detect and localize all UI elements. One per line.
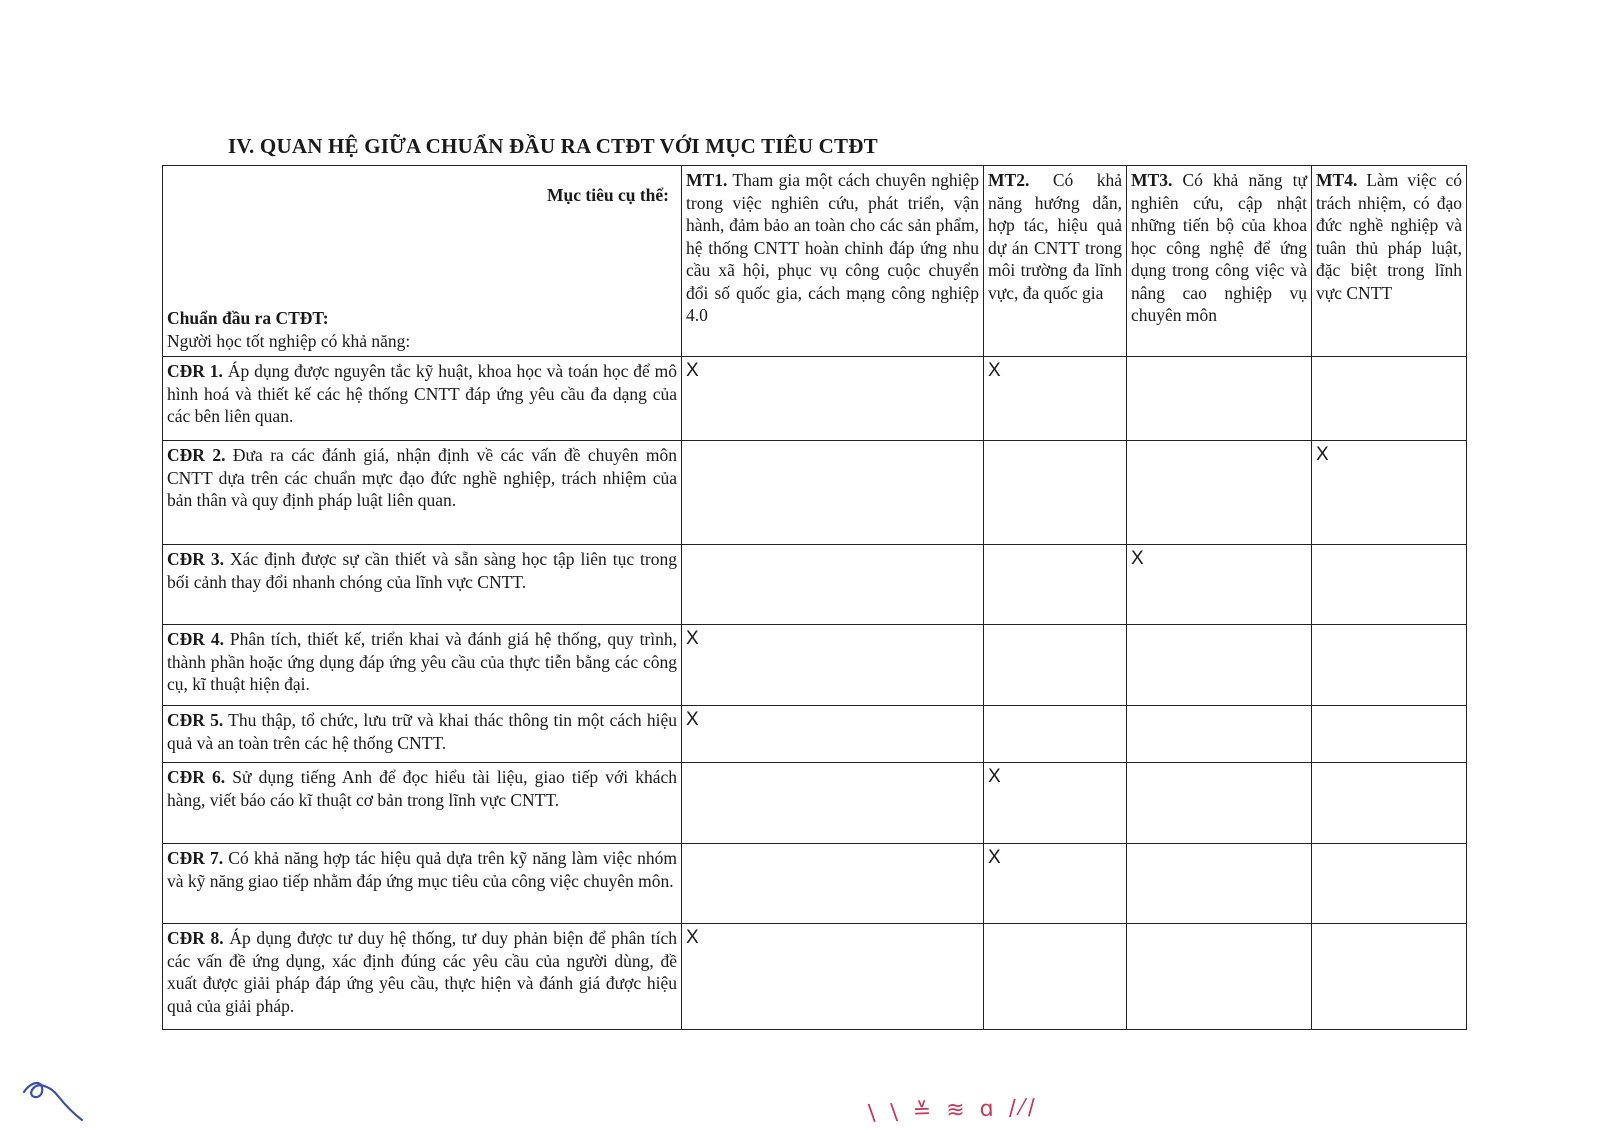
outcomes-label: Chuẩn đầu ra CTĐT: <box>167 308 329 328</box>
outcome-code: CĐR 1. <box>167 361 223 381</box>
mark-cell <box>682 441 984 545</box>
table-row <box>163 844 1467 924</box>
outcome-code: CĐR 5. <box>167 710 224 730</box>
mark-cell <box>1312 545 1467 625</box>
outcome-code: CĐR 6. <box>167 767 226 787</box>
table-row <box>163 924 1467 1030</box>
outcome-code: CĐR 2. <box>167 445 226 465</box>
objectives-label: Mục tiêu cụ thể: <box>547 185 669 205</box>
mark-cell <box>682 844 984 924</box>
table-row <box>163 545 1467 625</box>
outcome-text: Áp dụng được nguyên tắc kỹ huật, khoa học và toán học để mô hình hoá và thiết kế các hệ thống CNTT đáp ứng yêu cầu đa dạng của các bên liên quan. <box>167 361 677 426</box>
mark-cell <box>1127 625 1312 706</box>
outcome-code: CĐR 3. <box>167 549 225 569</box>
mark-cell: X <box>984 357 1127 441</box>
outcome-text: Sử dụng tiếng Anh để đọc hiểu tài liệu, giao tiếp với khách hàng, viết báo cáo kĩ thuật cơ bản trong lĩnh vực CNTT. <box>167 767 677 810</box>
mark-cell: X <box>984 763 1127 844</box>
column-text: Làm việc có trách nhiệm, có đạo đức nghề nghiệp và tuân thủ pháp luật, đặc biệt trong lĩnh vực CNTT <box>1316 170 1463 303</box>
outcomes-label-block <box>167 307 410 352</box>
mark-cell: X <box>1127 545 1312 625</box>
mark-cell: X <box>682 706 984 763</box>
mark-cell <box>682 545 984 625</box>
mark-cell <box>984 441 1127 545</box>
mark-cell <box>1127 706 1312 763</box>
header-corner-cell <box>163 166 682 357</box>
page-title: IV. QUAN HỆ GIỮA CHUẨN ĐẦU RA CTĐT VỚI MỤC TIÊU CTĐT <box>228 134 878 158</box>
mark-cell <box>682 763 984 844</box>
mark-cell <box>984 625 1127 706</box>
table-row <box>163 625 1467 706</box>
outcome-cell <box>163 844 682 924</box>
column-code: MT4. <box>1316 170 1358 190</box>
mark-cell <box>1127 441 1312 545</box>
mark-cell <box>1312 763 1467 844</box>
outcome-text: Áp dụng được tư duy hệ thống, tư duy phản biện để phân tích các vấn đề ứng dụng, xác định đúng các yêu cầu của người dùng, đề xuất được giải pháp đáp ứng yêu cầu, thực hiện và đánh giá được hiệu quả của giải pháp. <box>167 928 678 1016</box>
mark-cell: X <box>682 924 984 1030</box>
outcome-code: CĐR 7. <box>167 848 224 868</box>
column-header-mt3 <box>1127 166 1312 357</box>
table-row <box>163 706 1467 763</box>
mark-cell: X <box>1312 441 1467 545</box>
mark-cell: X <box>984 844 1127 924</box>
mark-cell <box>1312 706 1467 763</box>
outcome-cell <box>163 625 682 706</box>
column-header-mt2 <box>984 166 1127 357</box>
mark-cell: X <box>682 625 984 706</box>
outcomes-objectives-matrix <box>162 165 1467 1030</box>
outcome-code: CĐR 8. <box>167 928 224 948</box>
mark-cell <box>1312 625 1467 706</box>
column-code: MT3. <box>1131 170 1173 190</box>
table-row <box>163 441 1467 545</box>
outcome-text: Thu thập, tổ chức, lưu trữ và khai thác thông tin một cách hiệu quả và an toàn trên các hệ thống CNTT. <box>167 710 677 753</box>
outcome-code: CĐR 4. <box>167 629 224 649</box>
mark-cell <box>1127 844 1312 924</box>
outcome-cell <box>163 924 682 1030</box>
mark-cell <box>1127 924 1312 1030</box>
outcome-text: Phân tích, thiết kế, triển khai và đánh giá hệ thống, quy trình, thành phần hoặc ứng dụng đáp ứng yêu cầu của thực tiễn bằng các công cụ, kĩ thuật hiện đại. <box>167 629 677 694</box>
outcome-cell <box>163 545 682 625</box>
outcome-cell <box>163 763 682 844</box>
outcome-text: Xác định được sự cần thiết và sẵn sàng học tập liên tục trong bối cảnh thay đổi nhanh chóng của lĩnh vực CNTT. <box>167 549 678 592</box>
outcomes-sub-label: Người học tốt nghiệp có khả năng: <box>167 330 411 351</box>
outcome-cell <box>163 357 682 441</box>
table-header-row <box>163 166 1467 357</box>
column-code: MT1. <box>686 170 728 190</box>
mark-cell: X <box>682 357 984 441</box>
outcome-cell <box>163 441 682 545</box>
column-header-mt1 <box>682 166 984 357</box>
mark-cell <box>1312 844 1467 924</box>
table-row <box>163 357 1467 441</box>
handwritten-note: \ \ ≚ ≋ ɑ /⁄/ <box>867 1095 1040 1126</box>
mark-cell <box>984 545 1127 625</box>
mark-cell <box>984 706 1127 763</box>
mark-cell <box>1127 357 1312 441</box>
outcome-text: Có khả năng hợp tác hiệu quả dựa trên kỹ năng làm việc nhóm và kỹ năng giao tiếp nhằm đáp ứng mục tiêu của công việc chuyên môn. <box>167 848 678 891</box>
column-text: Tham gia một cách chuyên nghiệp trong việc nghiên cứu, phát triển, vận hành, đảm bảo an toàn cho các sản phẩm, hệ thống CNTT hoàn chỉnh đáp ứng nhu cầu xã hội, phục vụ công cuộc chuyển đổi số quốc gia, cách mạng công nghiệp 4.0 <box>686 170 979 325</box>
column-code: MT2. <box>988 170 1030 190</box>
outcome-text: Đưa ra các đánh giá, nhận định về các vấn đề chuyên môn CNTT dựa trên các chuẩn mực đạo đức nghề nghiệp, trách nhiệm của bản thân và quy định pháp luật liên quan. <box>167 445 677 510</box>
signature-icon <box>18 1062 88 1122</box>
column-header-mt4 <box>1312 166 1467 357</box>
column-text: Có khả năng hướng dẫn, hợp tác, hiệu quả dự án CNTT trong môi trường đa lĩnh vực, đa quốc gia <box>988 170 1122 303</box>
mark-cell <box>1312 924 1467 1030</box>
column-text: Có khả năng tự nghiên cứu, cập nhật những tiến bộ của khoa học công nghệ để ứng dụng trong công việc và nâng cao nghiệp vụ chuyên môn <box>1131 170 1307 325</box>
mark-cell <box>984 924 1127 1030</box>
mark-cell <box>1312 357 1467 441</box>
mark-cell <box>1127 763 1312 844</box>
outcome-cell <box>163 706 682 763</box>
table-row <box>163 763 1467 844</box>
